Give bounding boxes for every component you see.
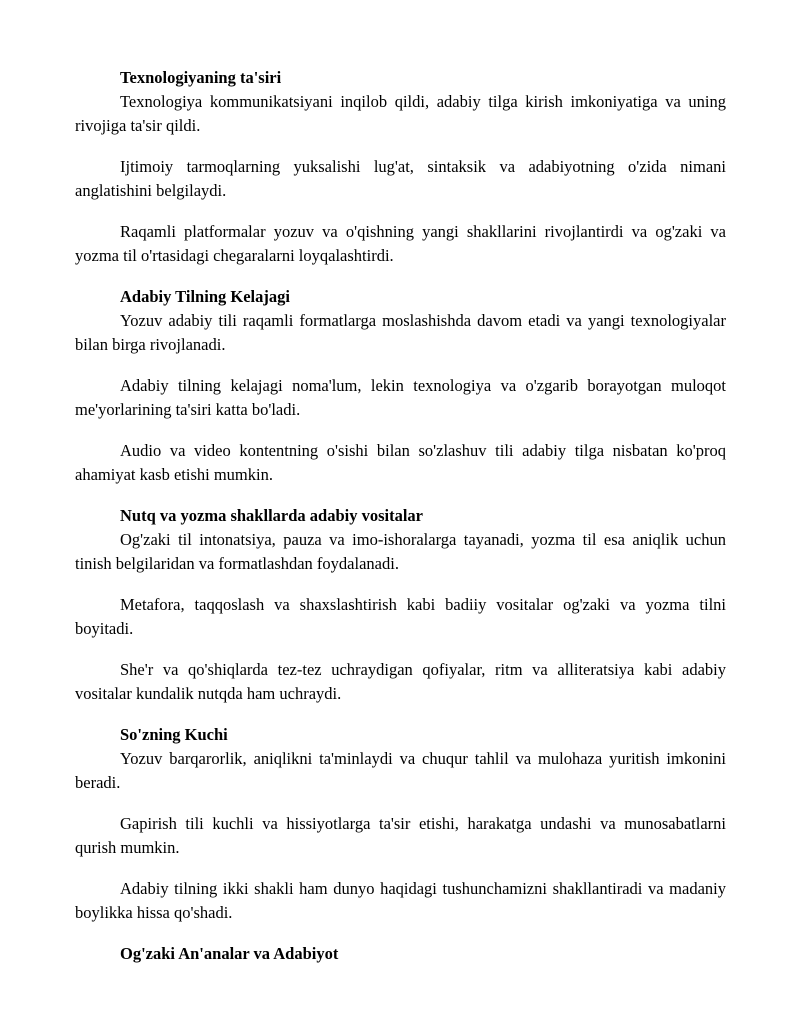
paragraph: Texnologiya kommunikatsiyani inqilob qildi, adabiy tilga kirish imkoniyatiga va uning rivojiga ta'sir qildi. [75, 92, 726, 135]
document-page [75, 66, 726, 983]
section-oral-traditions [75, 942, 726, 966]
paragraph: Audio va video kontentning o'sishi bilan so'zlashuv tili adabiy tilga nisbatan ko'proq ahamiyat kasb etishi mumkin. [75, 441, 726, 484]
section-technology-impact [75, 66, 726, 268]
section-heading: Nutq va yozma shakllarda adabiy vositalar [120, 506, 423, 525]
paragraph: Gapirish tili kuchli va hissiyotlarga ta'sir etishi, harakatga undashi va munosabatlarni qurish mumkin. [75, 814, 726, 857]
paragraph: Ijtimoiy tarmoqlarning yuksalishi lug'at, sintaksik va adabiyotning o'zida nimani anglatishini belgilaydi. [75, 157, 726, 200]
section-future-of-literary-language [75, 285, 726, 487]
section-heading: So'zning Kuchi [120, 725, 228, 744]
paragraph: Metafora, taqqoslash va shaxslashtirish kabi badiiy vositalar og'zaki va yozma tilni boyitadi. [75, 595, 726, 638]
paragraph: Adabiy tilning ikki shakli ham dunyo haqidagi tushunchamizni shakllantiradi va madaniy boylikka hissa qo'shadi. [75, 879, 726, 922]
section-heading: Texnologiyaning ta'siri [120, 68, 282, 87]
section-heading: Og'zaki An'analar va Adabiyot [120, 944, 339, 963]
paragraph: Yozuv adabiy tili raqamli formatlarga moslashishda davom etadi va yangi texnologiyalar bilan birga rivojlanadi. [75, 311, 726, 354]
paragraph: Yozuv barqarorlik, aniqlikni ta'minlaydi va chuqur tahlil va mulohaza yuritish imkonini beradi. [75, 749, 726, 792]
paragraph: She'r va qo'shiqlarda tez-tez uchraydigan qofiyalar, ritm va alliteratsiya kabi adabiy vositalar kundalik nutqda ham uchraydi. [75, 660, 726, 703]
paragraph: Raqamli platformalar yozuv va o'qishning yangi shakllarini rivojlantirdi va og'zaki va yozma til o'rtasidagi chegaralarni loyqalashtirdi. [75, 222, 726, 265]
section-literary-devices [75, 504, 726, 706]
section-power-of-words [75, 723, 726, 925]
paragraph: Adabiy tilning kelajagi noma'lum, lekin texnologiya va o'zgarib borayotgan muloqot me'yorlarining ta'siri katta bo'ladi. [75, 376, 726, 419]
section-heading: Adabiy Tilning Kelajagi [120, 287, 290, 306]
paragraph: Og'zaki til intonatsiya, pauza va imo-ishoralarga tayanadi, yozma til esa aniqlik uchun tinish belgilaridan va formatlashdan foydalanadi. [75, 530, 726, 573]
